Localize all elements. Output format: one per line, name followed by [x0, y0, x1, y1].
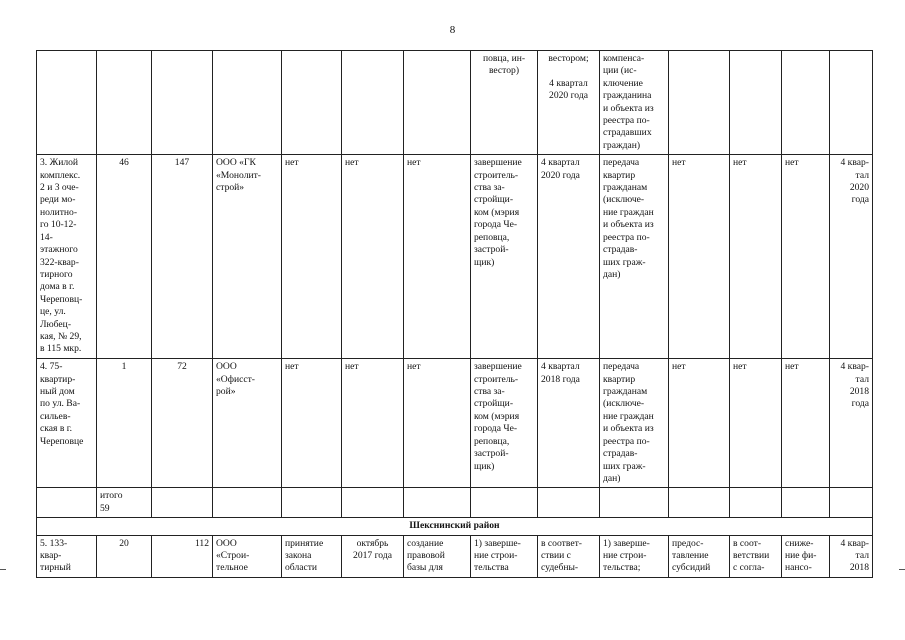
table-cell: компенса- ции (ис- ключение гражданина и объекта из реестра по- страдавших граждан): [600, 51, 669, 155]
table-cell: нет: [282, 359, 342, 488]
developer-cell: ООО «ГК «Монолит- строй»: [213, 155, 282, 359]
table-cell: [730, 488, 782, 518]
table-cell: нет: [404, 359, 471, 488]
scan-edge-mark: [899, 569, 905, 570]
table-cell: предос- тавление субсидий: [669, 535, 730, 577]
table-cell: нет: [782, 155, 830, 359]
table-cell: [471, 488, 538, 518]
table-cell: завершение строитель- ства за- стройщи- ком (мэрия города Че- реповца, застрой- щик): [471, 359, 538, 488]
table-cell: нет: [669, 359, 730, 488]
table-cell: вестором; 4 квартал 2020 года: [538, 51, 600, 155]
table-cell: [404, 51, 471, 155]
region-title: Шекснинский район: [37, 518, 873, 535]
deadline-cell: 4 квар- тал 2020 года: [830, 155, 873, 359]
table-cell: [730, 51, 782, 155]
table-cell: 4 квартал 2020 года: [538, 155, 600, 359]
table-cell: нет: [669, 155, 730, 359]
table-cell: [830, 51, 873, 155]
table-cell: [600, 488, 669, 518]
table-cell: [97, 51, 152, 155]
table-cell: 20: [97, 535, 152, 577]
object-name-cell: 5. 133- квар- тирный: [37, 535, 97, 577]
object-name-cell: 3. Жилой комплекс. 2 и 3 оче- реди мо- нолитно- го 10-12- 14- этажного 322-квар- тирного дома в г. Череповц- це, ул. Любец- кая, № 29, в 115 мкр.: [37, 155, 97, 359]
table-cell: [404, 488, 471, 518]
table-cell: в соот- ветствии с согла-: [730, 535, 782, 577]
table-cell: нет: [730, 155, 782, 359]
table-cell: [37, 488, 97, 518]
object-name-cell: 4. 75- квартир- ный дом по ул. Ва- сильев- ская в г. Череповце: [37, 359, 97, 488]
table-cell: 1: [97, 359, 152, 488]
table-cell: повца, ин- вестор): [471, 51, 538, 155]
table-cell: завершение строитель- ства за- стройщи- ком (мэрия города Че- реповца, застрой- щик): [471, 155, 538, 359]
table-cell: 147: [152, 155, 213, 359]
table-cell: нет: [404, 155, 471, 359]
table-cell: нет: [282, 155, 342, 359]
table-cell: [213, 488, 282, 518]
table-cell: [782, 488, 830, 518]
table-cell: 112: [152, 535, 213, 577]
table-cell: [282, 51, 342, 155]
housing-objects-table: [36, 50, 873, 578]
table-cell: нет: [342, 359, 404, 488]
table-cell: принятие закона области: [282, 535, 342, 577]
table-cell: 4 квартал 2018 года: [538, 359, 600, 488]
table-cell: [213, 51, 282, 155]
table-cell: [282, 488, 342, 518]
table-cell: 1) заверше- ние строи- тельства;: [600, 535, 669, 577]
developer-cell: ООО «Офисст- рой»: [213, 359, 282, 488]
table-cell: нет: [342, 155, 404, 359]
table-cell: в соответ- ствии с судебны-: [538, 535, 600, 577]
table-cell: [152, 51, 213, 155]
table-cell: [342, 488, 404, 518]
table-cell: [782, 51, 830, 155]
table-cell: 1) заверше- ние строи- тельства: [471, 535, 538, 577]
region-row: [37, 518, 873, 535]
table-cell: сниже- ние фи- нансо-: [782, 535, 830, 577]
deadline-cell: 4 квар- тал 2018 года: [830, 359, 873, 488]
table-cell: октябрь 2017 года: [342, 535, 404, 577]
table-row: [37, 51, 873, 155]
table-cell: [669, 488, 730, 518]
total-row: [37, 488, 873, 518]
table-row: [37, 155, 873, 359]
table-cell: [342, 51, 404, 155]
table-cell: 46: [97, 155, 152, 359]
table-cell: создание правовой базы для: [404, 535, 471, 577]
table-cell: [152, 488, 213, 518]
table-cell: нет: [782, 359, 830, 488]
table-cell: [669, 51, 730, 155]
developer-cell: ООО «Строи- тельное: [213, 535, 282, 577]
scan-edge-mark: [0, 569, 6, 570]
table-row: [37, 535, 873, 577]
table-cell: передача квартир гражданам (исключе- ние граждан и объекта из реестра по- страдав- ших граж- дан): [600, 359, 669, 488]
table-cell: передача квартир гражданам (исключе- ние граждан и объекта из реестра по- страдав- ших граж- дан): [600, 155, 669, 359]
table-cell: [37, 51, 97, 155]
table-row: [37, 359, 873, 488]
total-cell: итого 59: [97, 488, 152, 518]
table-cell: [538, 488, 600, 518]
deadline-cell: 4 квар- тал 2018: [830, 535, 873, 577]
table-cell: [830, 488, 873, 518]
table-cell: нет: [730, 359, 782, 488]
page-number: 8: [449, 24, 456, 36]
table-cell: 72: [152, 359, 213, 488]
